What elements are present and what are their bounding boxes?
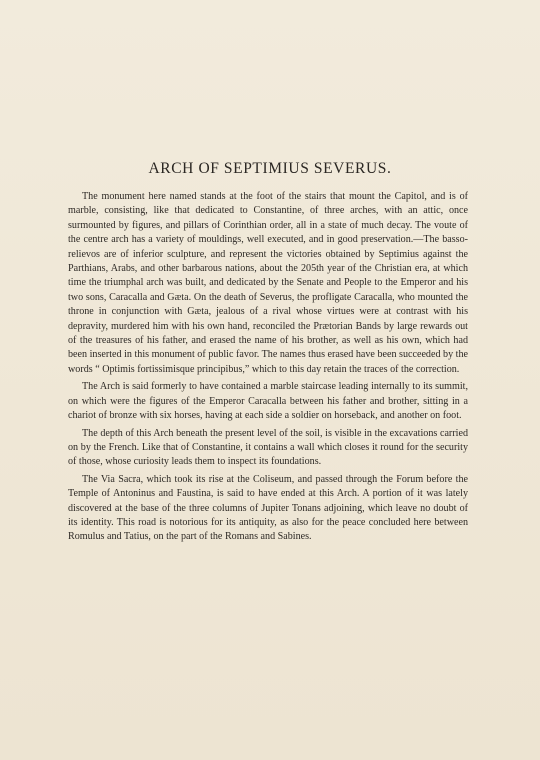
page-title: ARCH OF SEPTIMIUS SEVERUS. <box>148 160 392 177</box>
paragraph-via-sacra: The Via Sacra, which took its rise at the Coliseum, and passed through the Forum before the Temple of Antoninus and Faustina, is said to have ended at this Arch. A portion of it was lately discovered at the base of the three columns of Jupiter Tonans adjoining, which leave no doubt of its identity. This road is notorious for its antiquity, as also for the peace concluded here between Romulus and Tatius, on the part of the Romans and Sabines. <box>68 473 468 543</box>
body-text <box>68 190 468 548</box>
paragraph-monument: The monument here named stands at the foot of the stairs that mount the Capitol, and is of marble, consisting, like that dedicated to Constantine, of three arches, with an attic, once surmounted by figures, and pillars of Corinthian order, all in a state of much decay. The voute of the centre arch has a variety of mouldings, well executed, and in good preservation.—The basso-relievos are of inferior sculpture, and represent the victories obtained by Septimius against the Parthians, Arabs, and other barbarous nations, about the 205th year of the Christian era, at which time the triumphal arch was built, and dedicated by the Senate and People to the Emperor and his two sons, Caracalla and Gæta. On the death of Severus, the profligate Caracalla, who mounted the throne in conjunction with Gæta, jealous of a rival whose virtues were at contrast with his depravity, murdered him with his own hand, reconciled the Prætorian Bands by large rewards out of the treasures of his father, and erased the name of his brother, as well as his own, which had been inserted in this monument of public favor. The names thus erased have been succeeded by the words “ Optimis fortissimisque principibus,” which to this day retain the traces of the correction. <box>68 191 468 375</box>
paragraph-staircase: The Arch is said formerly to have contained a marble staircase leading internally to its summit, on which were the figures of the Emperor Caracalla between his father and brother, sitting in a chariot of bronze with six horses, having at each side a soldier on horseback, and another on foot. <box>68 381 468 422</box>
paragraph-depth: The depth of this Arch beneath the present level of the soil, is visible in the excavations carried on by the French. Like that of Constantine, it contains a wall which closes it round for the security of those, whose curiosity leads them to inspect its foundations. <box>68 427 468 468</box>
